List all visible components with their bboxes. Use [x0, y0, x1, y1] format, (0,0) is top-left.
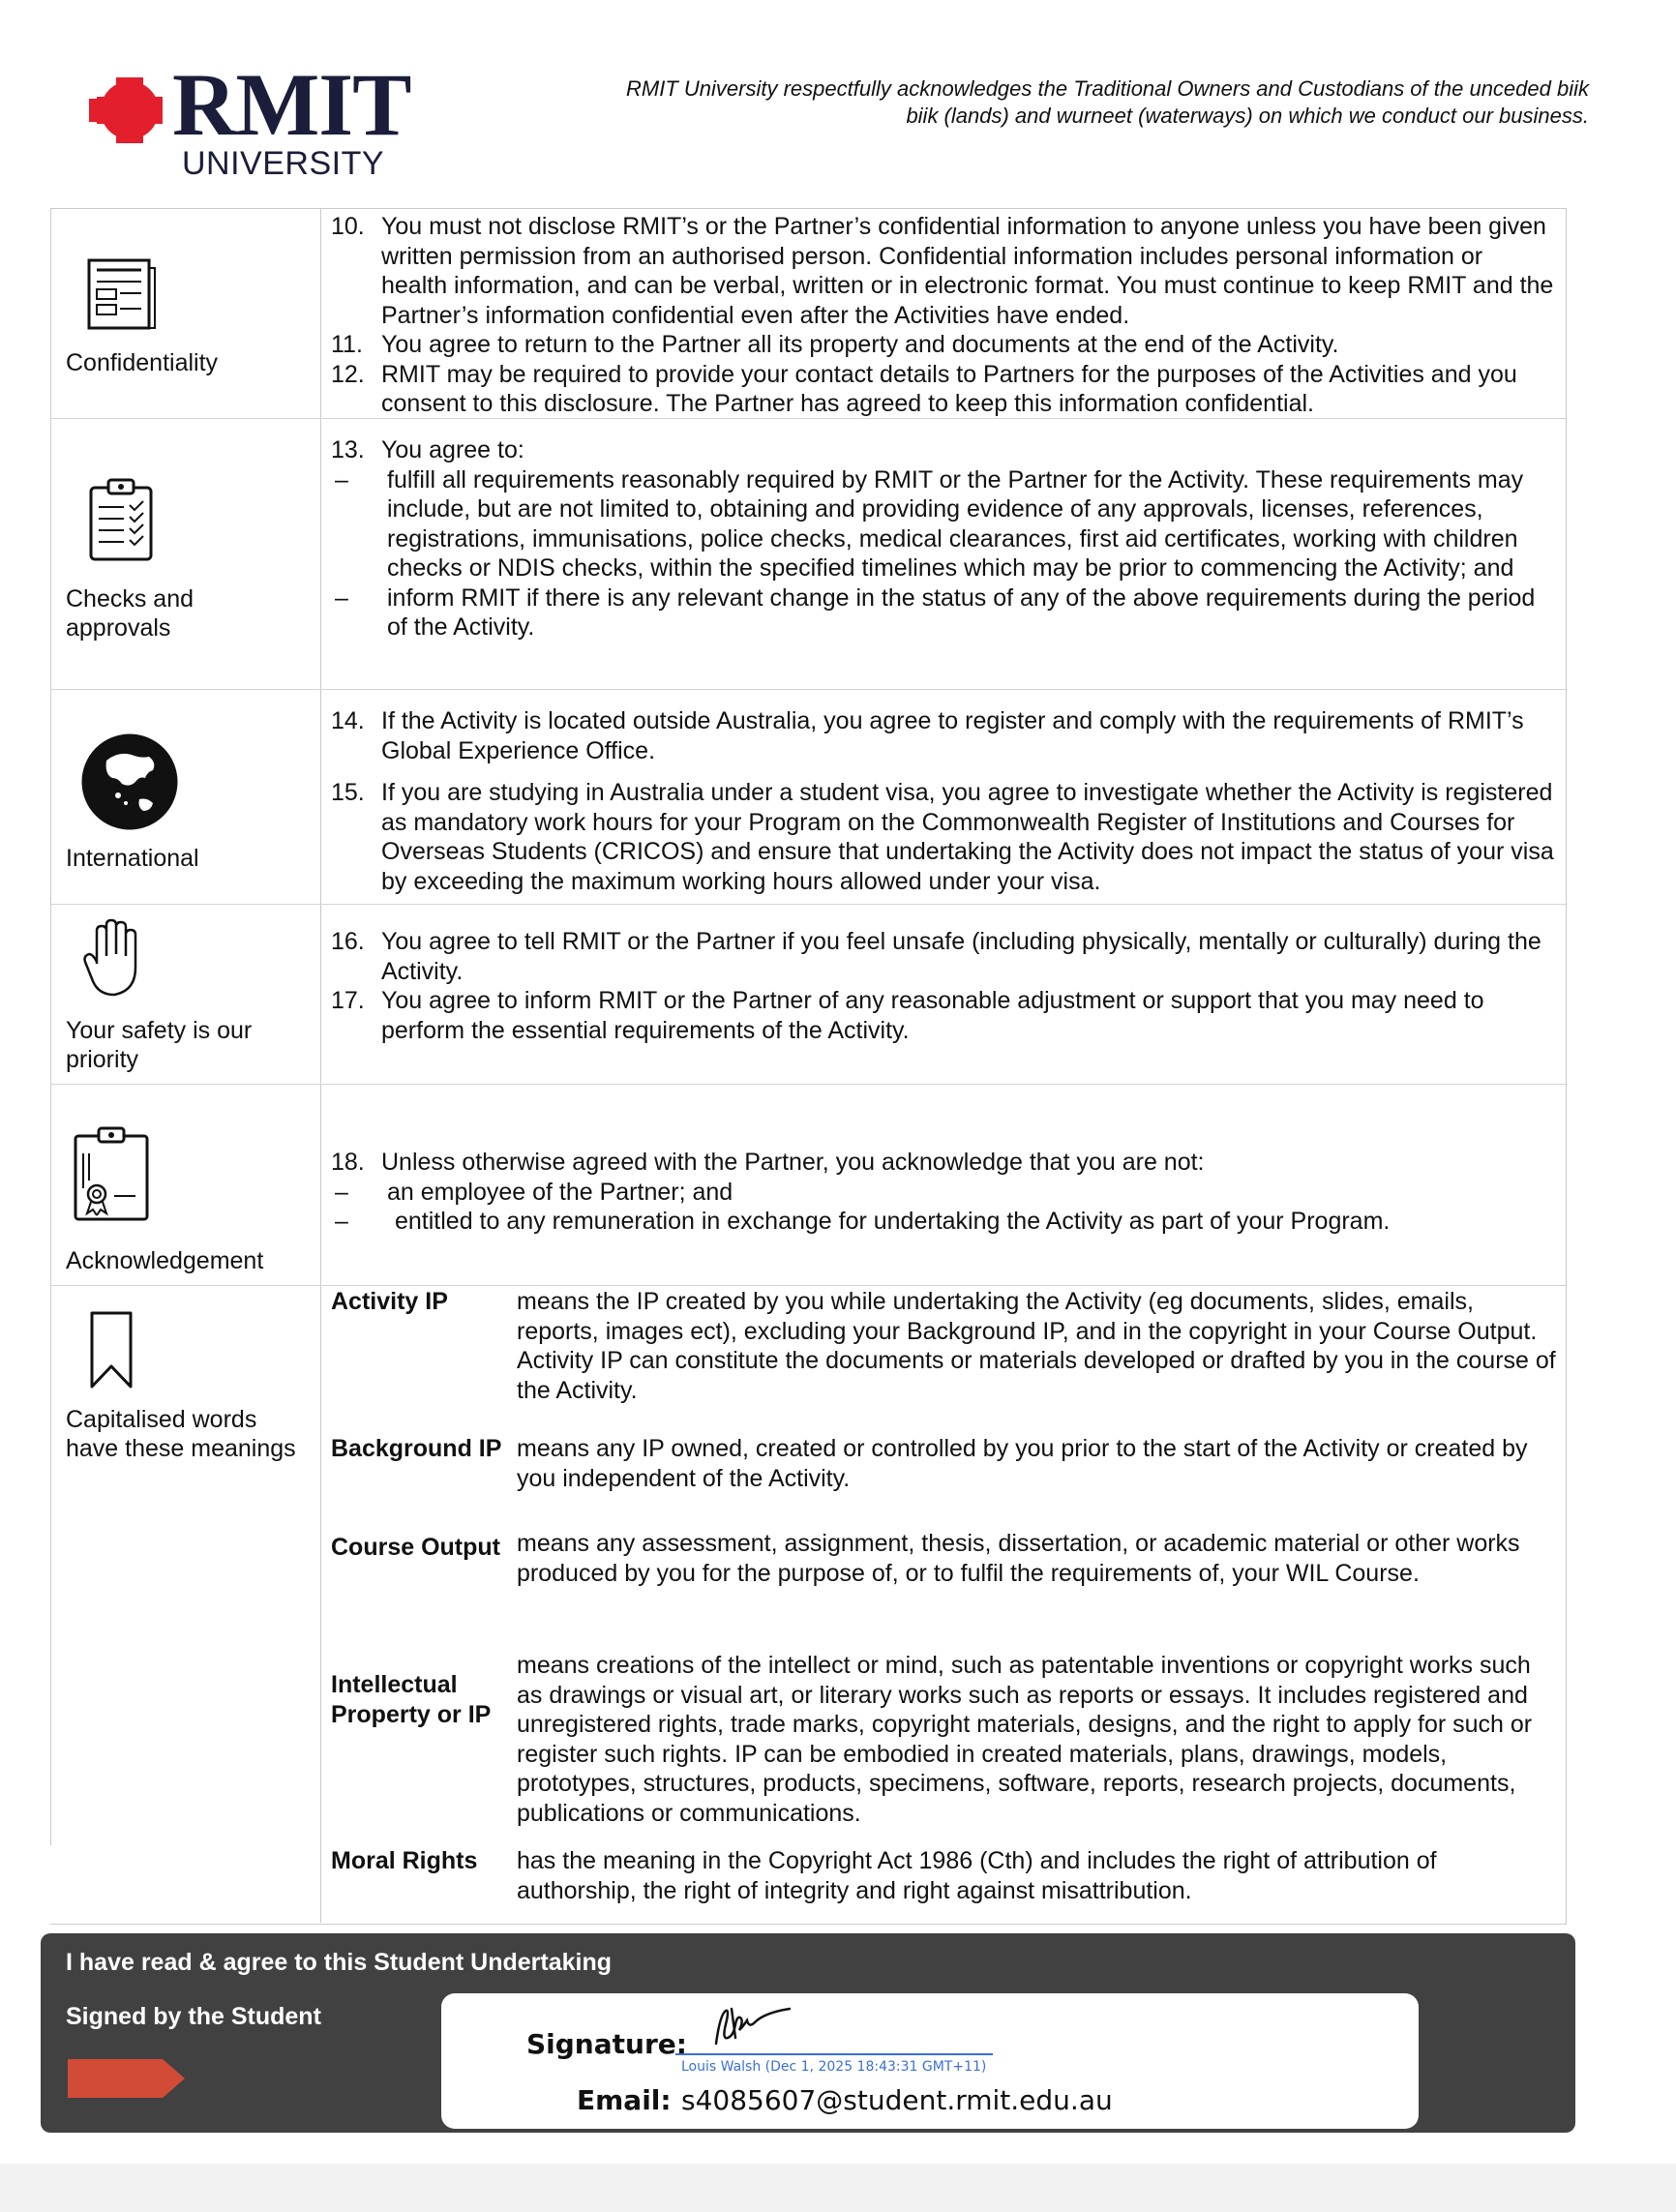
section-content: [331, 1148, 1555, 1237]
clause-18: 18. Unless otherwise agreed with the Partner, you acknowledge that you are not:: [331, 1149, 1205, 1176]
bookmark-icon: [89, 1310, 134, 1390]
section-definitions: [50, 1285, 1566, 1924]
category-label: Checks and approvals: [66, 585, 195, 642]
signature-label: Signature:: [526, 2028, 687, 2060]
certificate-icon: [72, 1126, 151, 1221]
definition-term: Intellectual Property or IP: [331, 1671, 492, 1728]
signature-audit-stamp: Louis Walsh (Dec 1, 2025 18:43:31 GMT+11): [681, 2059, 987, 2075]
definition-text: means any IP owned, created or controlled by you prior to the start of the Activity or created by you independent of the Activity.: [517, 1435, 1528, 1492]
category-label: International: [66, 845, 199, 872]
section-confidentiality: [50, 208, 1566, 418]
rmit-logo: [89, 55, 411, 184]
section-content: [331, 927, 1555, 1045]
clause-17: 17. You agree to inform RMIT or the Partner of any reasonable adjustment or support that you may need to perform the essential requirements of the Activity.: [331, 987, 1484, 1044]
clause-15: 15. If you are studying in Australia under a student visa, you agree to investigate whether the Activity is registered as mandatory work hours for your Program on the Commonwealth Register of Institutions and Courses for Overseas Students (CRICOS) and ensure that undertaking the Activity does not impact the status of your visa by exceeding the maximum working hours allowed under your visa.: [331, 779, 1554, 895]
signature-image: [703, 2001, 799, 2055]
category-label: Confidentiality: [66, 349, 219, 376]
definition-text: means creations of the intellect or mind, such as patentable inventions or copyright works such as drawings or visual art, or literary works such as reports or essays. It includes registered and unregistered rights, trade marks, copyright materials, designs, and the right to apply for such or register such rights. IP can be embodied in created materials, plans, drawings, models, prototypes, structures, products, specimens, software, reports, research projects, documents, publications or communications.: [517, 1652, 1533, 1827]
section-content: [331, 706, 1555, 896]
clause-13-point: – inform RMIT if there is any relevant change in the status of any of the above requirements during the period of the Activity.: [335, 583, 1536, 641]
clause-16: 16. You agree to tell RMIT or the Partner if you feel unsafe (including physically, mentally or culturally) during the Activity.: [331, 928, 1541, 985]
email-value: s4085607@student.rmit.edu.au: [681, 2084, 1113, 2116]
clause-10: 10. You must not disclose RMIT’s or the Partner’s confidential information to anyone unless you have been given written permission from an authorised person. Confidential information includes personal information or health information, and can be verbal, written or in electronic format. You must continue to keep RMIT and the Partner’s information confidential even after the Activities have ended.: [331, 213, 1554, 329]
clause-13-point: – fulfill all requirements reasonably required by RMIT or the Partner for the Activity. These requirements may include, but are not limited to, obtaining and providing evidence of any approvals, licenses, references, registrations, immunisations, police checks, medical clearances, first aid certificates, working with children checks or NDIS checks, within the specified timelines which may be prior to commencing the Activity; and: [335, 465, 1524, 582]
definition-text: means the IP created by you while undertaking the Activity (eg documents, slides, emails, reports, images ect), excluding your Background IP, and in the copyright in your Course Output. Activity IP can constitute the documents or materials developed or drafted by you in the course of the Activity.: [517, 1288, 1556, 1404]
raised-hand-icon: [79, 917, 147, 1001]
definition-text: means any assessment, assignment, thesis, dissertation, or academic material or other works produced by you for the purpose of, or to fulfil the requirements of, your WIL Course.: [517, 1530, 1520, 1587]
clause-13: 13. You agree to:: [331, 436, 524, 463]
acknowledgement-of-country: RMIT University respectfully acknowledges the Traditional Owners and Custodians of the unceded biik biik (lands) and wurneet (waterways) on which we conduct our business.: [626, 76, 1589, 128]
section-international: [50, 689, 1566, 904]
rmit-pixel-icon: [89, 70, 170, 151]
clause-18-point: – entitled to any remuneration in exchange for undertaking the Activity as part of your Program.: [335, 1208, 1391, 1235]
signoff-panel: [41, 1933, 1575, 2133]
definition-term: Background IP: [331, 1435, 502, 1462]
logo-subtitle: UNIVERSITY: [182, 145, 385, 182]
clause-12: 12. RMIT may be required to provide your contact details to Partners for the purposes of the Activities and you consent to this disclosure. The Partner has agreed to keep this information confidential.: [331, 360, 1517, 417]
section-content: [331, 212, 1555, 419]
email-label: Email:: [577, 2084, 672, 2116]
section-acknowledgement: [50, 1084, 1566, 1285]
agreement-statement: I have read & agree to this Student Undertaking: [66, 1949, 613, 1976]
arrow-right-icon: [66, 2057, 187, 2100]
clause-18-point: – an employee of the Partner; and: [335, 1178, 733, 1206]
definition-term: Moral Rights: [331, 1847, 478, 1874]
page-bottom-band: [0, 2164, 1676, 2212]
logo-wordmark: RMIT: [172, 55, 411, 154]
signed-by-label: Signed by the Student: [66, 2003, 321, 2030]
clause-14: 14. If the Activity is located outside Australia, you agree to register and comply with the requirements of RMIT’s Global Experience Office.: [331, 707, 1524, 764]
globe-icon: [79, 732, 180, 832]
category-label: Capitalised words have these meanings: [66, 1406, 296, 1462]
document-icon: [85, 256, 159, 330]
clipboard-checklist-icon: [87, 478, 155, 563]
signature-line: [675, 2053, 993, 2055]
section-safety: [50, 904, 1566, 1084]
clause-11: 11. You agree to return to the Partner all its property and documents at the end of the Activity.: [331, 331, 1339, 358]
category-label: Acknowledgement: [66, 1247, 264, 1274]
definition-text: has the meaning in the Copyright Act 1986 (Cth) and includes the right of attribution of authorship, the right of integrity and right against misattribution.: [517, 1847, 1437, 1904]
definition-term: Activity IP: [331, 1288, 448, 1315]
category-label: Your safety is our priority: [66, 1017, 253, 1073]
signature-box: [441, 1993, 1419, 2129]
section-content: [331, 435, 1555, 643]
section-checks-approvals: [50, 418, 1566, 689]
definition-term: Course Output: [331, 1534, 500, 1561]
